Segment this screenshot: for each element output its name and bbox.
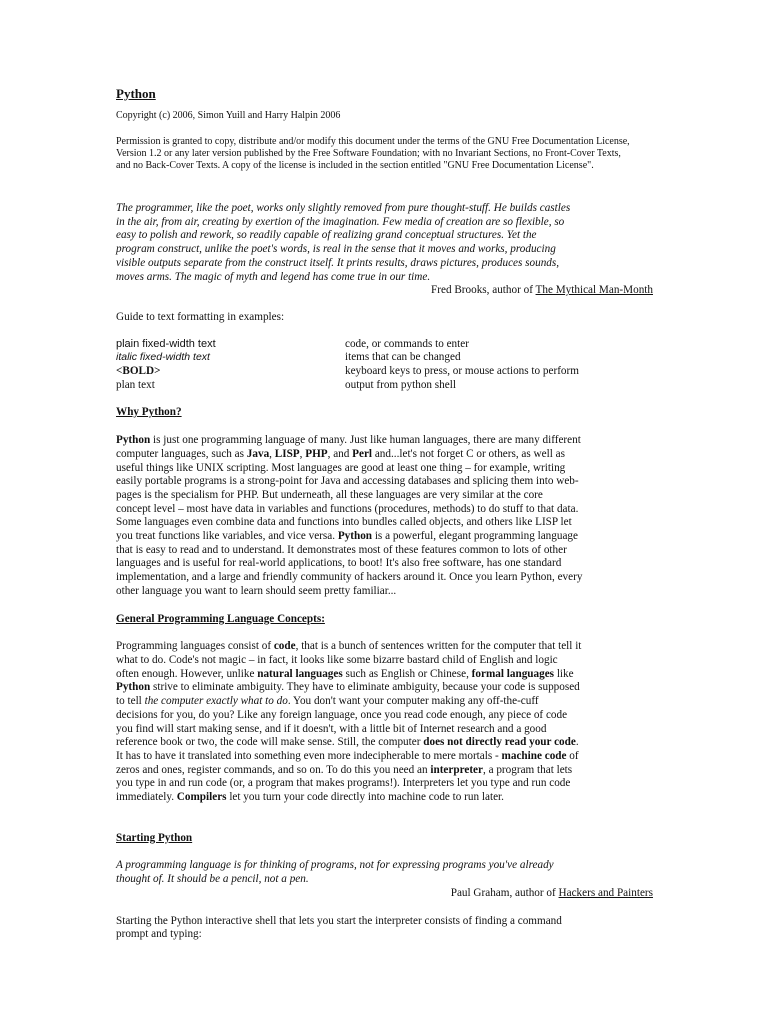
copyright-line: Copyright (c) 2006, Simon Yuill and Harry Halpin 2006 [116, 110, 341, 121]
general-concepts-paragraph [116, 640, 656, 804]
starting-python-paragraph [116, 915, 656, 942]
section-heading-why-python: Why Python? [116, 406, 182, 419]
text-run: let you turn your code directly into machine code to run later. [226, 791, 504, 804]
text-run: is just one programming language of many. Just like human languages, there are many different [150, 434, 581, 447]
quote-line: A programming language is for thinking of programs, not for expressing programs you've already [116, 859, 554, 872]
term-lisp: LISP [274, 447, 300, 460]
text-run: immediately. [116, 791, 177, 804]
license-line: Version 1.2 or any later version published by the Free Software Foundation; with no Invariant Sections, no Front-Cover Texts, [116, 148, 621, 159]
term-does-not-read-code: does not directly read your code [423, 736, 576, 749]
guide-meaning: keyboard keys to press, or mouse actions to perform [345, 365, 579, 378]
guide-meaning: output from python shell [345, 378, 456, 391]
text-run: easily portable programs is a strong-point for Java and accessing databases and splicing them into web- [116, 475, 579, 488]
text-run: reference book or two, the code will make sense. Still, the computer [116, 736, 424, 749]
text-run: , [269, 447, 275, 460]
quote-line: easy to polish and rework, so readily capable of realizing grand conceptual structures. Yet the [116, 229, 537, 242]
text-run: of [566, 749, 579, 762]
term-formal-languages: formal languages [471, 667, 555, 680]
text-run: Starting the Python interactive shell that lets you start the interpreter consists of finding a command [116, 914, 562, 927]
quote-line: visible outputs separate from the construct itself. It prints results, draws pictures, produces sounds, [116, 256, 560, 269]
license-line: Permission is granted to copy, distribute and/or modify this document under the terms of the GNU Free Documentation License, [116, 136, 630, 147]
text-run: like [554, 667, 574, 680]
text-run: is a powerful, elegant programming language [372, 530, 578, 543]
text-run: , a program that lets [482, 763, 573, 776]
attribution-text: Fred Brooks, author of [431, 284, 536, 297]
document-title: Python [116, 86, 156, 101]
text-run: prompt and typing: [116, 928, 202, 941]
term-machine-code: machine code [501, 749, 567, 762]
text-run: . [575, 736, 579, 749]
term-interpreter: interpreter [430, 763, 483, 776]
guide-sample-plan: plan text [116, 378, 155, 391]
term-php: PHP [305, 447, 328, 460]
text-run: zeros and ones, register commands, and so on. To do this you need an [116, 763, 431, 776]
text-run: . You don't want your computer making any off-the-cuff [287, 695, 539, 708]
graham-quote [116, 859, 656, 886]
term-perl: Perl [352, 447, 373, 460]
text-run: concept level – most have data in variables and functions (procedures, methods) to do stuff to that data. [116, 502, 579, 515]
quote-line: program construct, unlike the poet's words, is real in the sense that it moves and works, producing [116, 243, 556, 256]
text-run: pages is the specialism for PHP. But underneath, all these languages are very similar at the core [116, 488, 543, 501]
license-notice [116, 136, 656, 172]
brooks-quote [116, 202, 656, 284]
text-run: decisions for you, do you? Like any foreign language, once you read code enough, any piece of code [116, 708, 568, 721]
document-content [116, 86, 656, 942]
text-run: It has to have it translated into something even more indecipherable to mere mortals - [116, 749, 502, 762]
formatting-guide-table [116, 338, 656, 393]
graham-attribution [116, 887, 656, 901]
text-run: that is easy to read and to understand. It demonstrates most of these features common to lots of other [116, 543, 567, 556]
section-heading-general-concepts: General Programming Language Concepts: [116, 612, 325, 625]
guide-sample-bold: <BOLD> [116, 365, 161, 378]
text-run: , and [327, 447, 353, 460]
quote-line: thought of. It should be a pencil, not a pen. [116, 873, 309, 886]
guide-meaning: items that can be changed [345, 351, 461, 364]
guide-intro: Guide to text formatting in examples: [116, 310, 285, 323]
text-run: other language you want to learn should seem pretty familiar... [116, 584, 397, 597]
text-run: and...let's not forget C or others, as well as [372, 447, 565, 460]
section-heading-starting-python: Starting Python [116, 831, 193, 844]
term-code: code [273, 640, 296, 653]
quote-line: in the air, from air, creating by exertion of the imagination. Few media of creation are so flexible, so [116, 215, 565, 228]
text-run: , that is a bunch of sentences written for the computer that tell it [295, 640, 582, 653]
text-run: Programming languages consist of [116, 640, 274, 653]
why-python-paragraph [116, 434, 656, 598]
text-run: Some languages even combine data and functions into bundles called objects, and others like LISP let [116, 516, 572, 529]
quote-line: moves arms. The magic of myth and legend has come true in our time. [116, 270, 431, 283]
text-run: what to do. Code's not magic – in fact, it looks like some bizarre bastard child of English and logic [116, 653, 558, 666]
guide-meaning: code, or commands to enter [345, 337, 469, 350]
guide-sample-plain: plain fixed-width text [116, 337, 216, 350]
term-compilers: Compilers [176, 791, 227, 804]
term-python: Python [116, 434, 151, 447]
attribution-text: Paul Graham, author of [450, 886, 559, 899]
text-run: you find will start making sense, and if it doesn't, with a little bit of Internet research and a good [116, 722, 547, 735]
book-title-mythical-man-month: The Mythical Man-Month [535, 284, 653, 297]
text-run: strive to eliminate ambiguity. They have to eliminate ambiguity, because your code is supposed [150, 681, 580, 694]
term-java: Java [246, 447, 270, 460]
term-natural-languages: natural languages [257, 667, 343, 680]
license-line: and no Back-Cover Texts. A copy of the license is included in the section entitled "GNU Free Documentation License". [116, 160, 594, 171]
text-run: computer languages, such as [116, 447, 247, 460]
text-run: useful things like UNIX scripting. Most languages are good at least one thing – for example, writing [116, 461, 566, 474]
text-run: you treat functions like variables, and vice versa. [116, 530, 338, 543]
text-run: implementation, and a large and friendly community of hackers around it. Once you learn Python, every [116, 571, 583, 584]
book-title-hackers-and-painters: Hackers and Painters [558, 886, 653, 899]
text-run: languages and is useful for real-world applications, to boot! It's also free software, has one standard [116, 557, 562, 570]
brooks-attribution [116, 284, 656, 298]
quote-line: The programmer, like the poet, works only slightly removed from pure thought-stuff. He builds castles [116, 202, 571, 214]
term-python: Python [116, 681, 151, 694]
text-run: you type in and run code (or, a program that makes programs!). Interpreters let you type and run code [116, 777, 571, 790]
emphasis-exactly-what-to-do: the computer exactly what to do [144, 695, 288, 708]
text-run: such as English or Chinese, [342, 667, 472, 680]
text-run: to tell [116, 695, 145, 708]
term-python: Python [337, 530, 373, 543]
text-run: , [299, 447, 306, 460]
guide-sample-italic: italic fixed-width text [116, 351, 210, 364]
text-run: often enough. However, unlike [116, 667, 258, 680]
